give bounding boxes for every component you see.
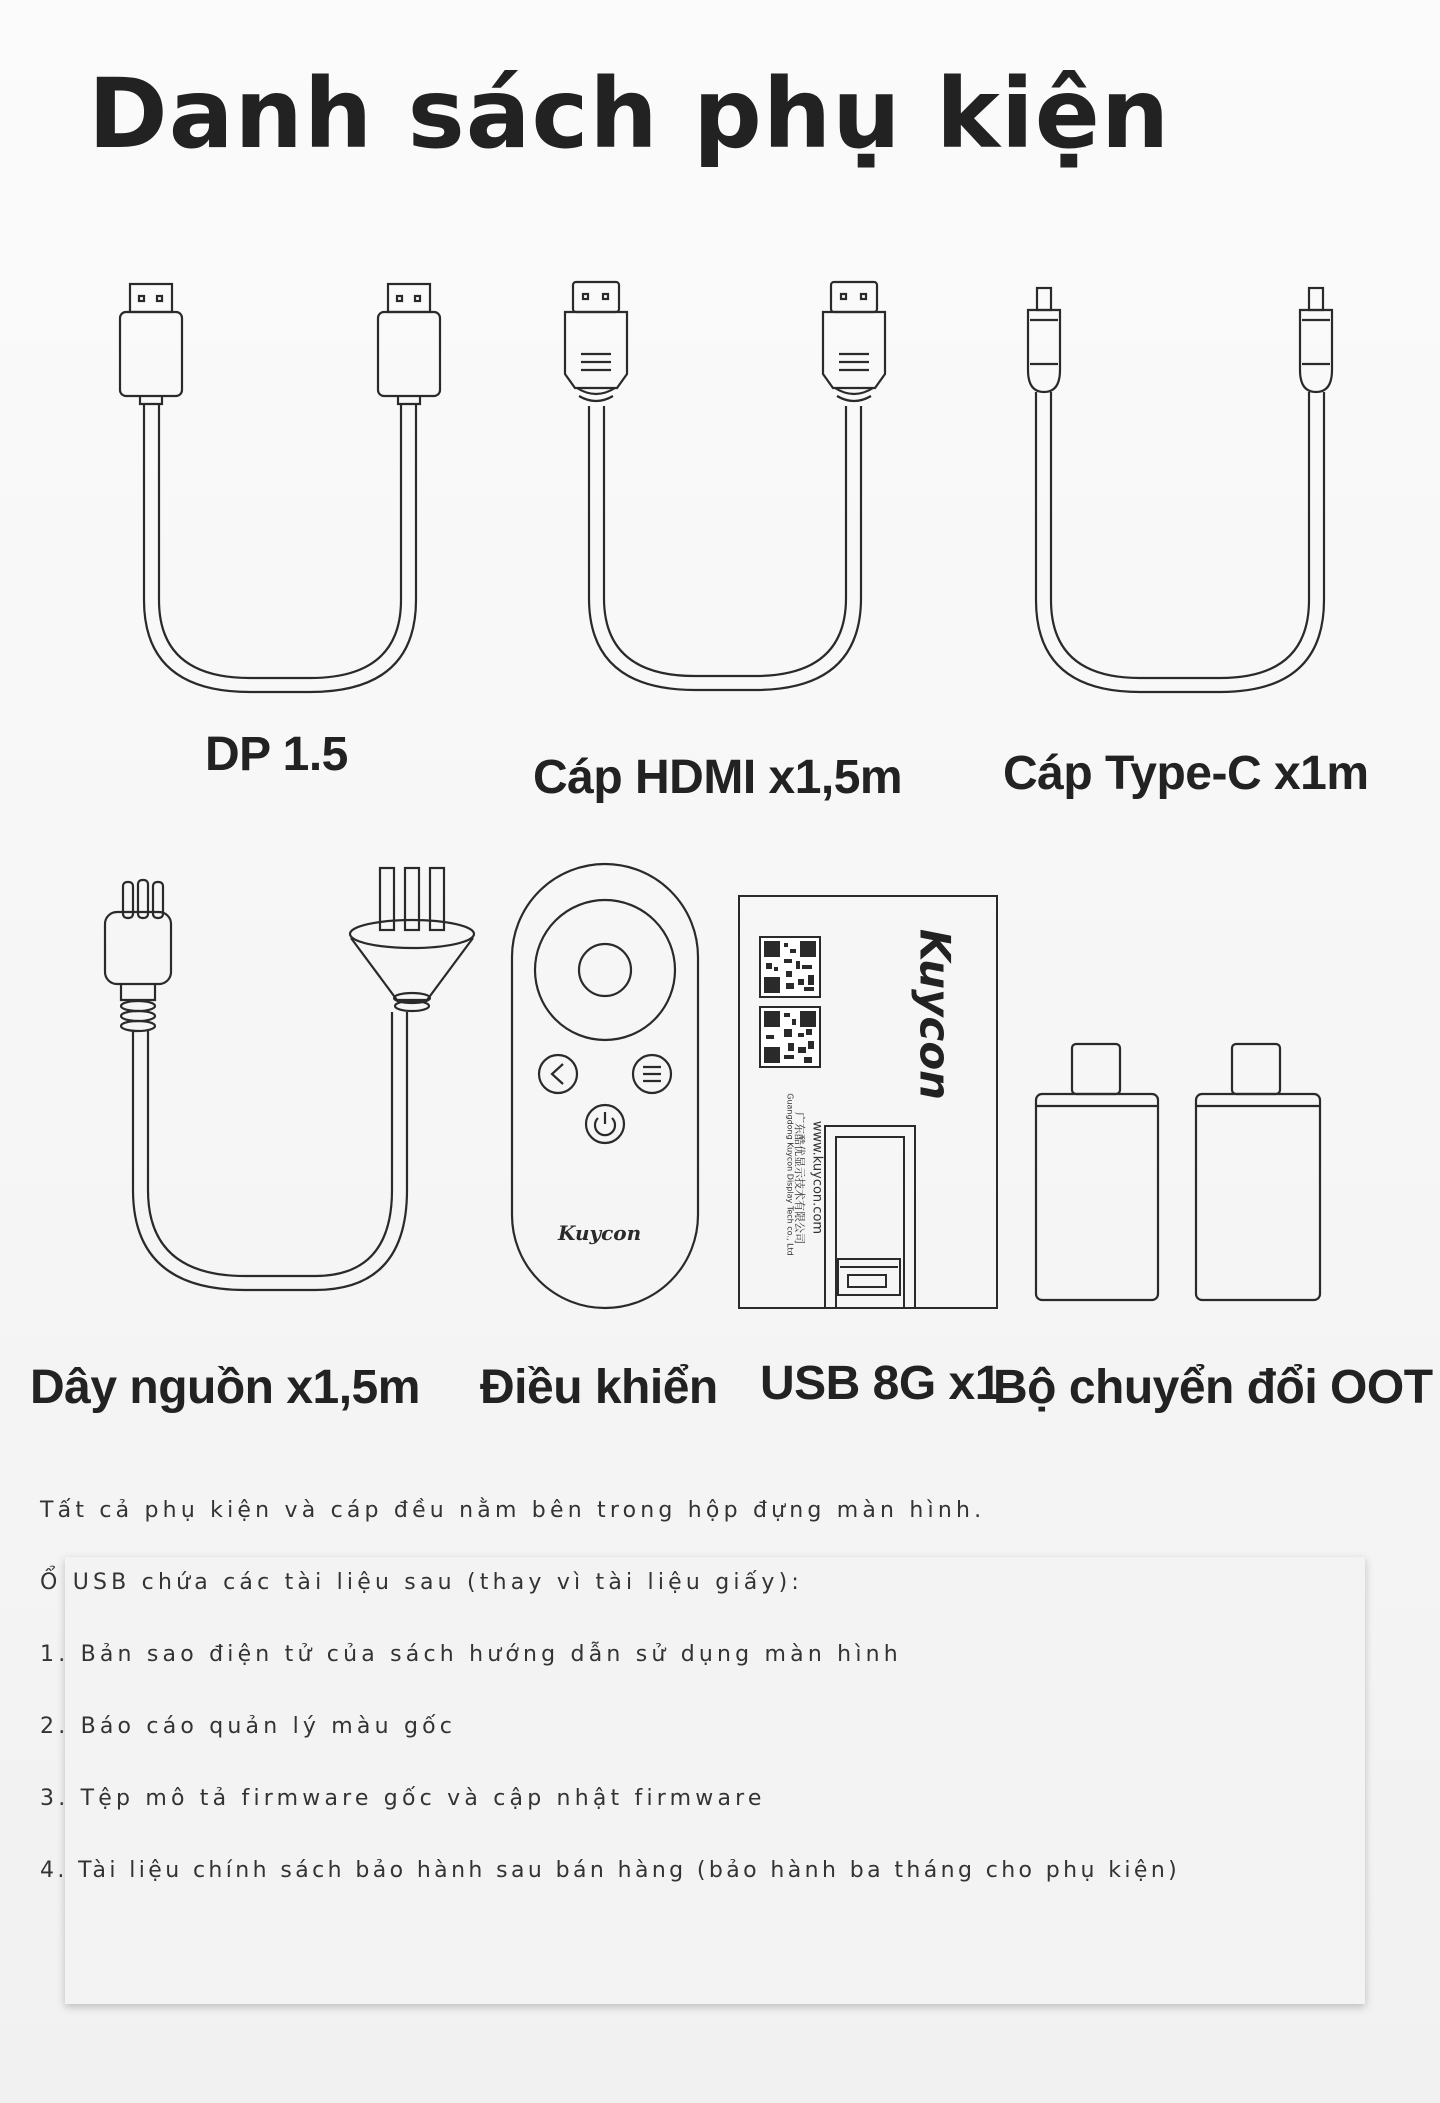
usb-card-company-en: Guangdong Kuycon Display Tech co., Ltd	[785, 1093, 795, 1256]
power-cord-icon	[95, 860, 485, 1300]
displayport-cable-icon	[110, 280, 460, 700]
note-line: 2. Báo cáo quản lý màu gốc	[40, 1714, 457, 1739]
usb-card-brand: Kuycon	[910, 928, 960, 1101]
item-label-power: Dây nguồn x1,5m	[30, 1361, 420, 1414]
note-line: 3. Tệp mô tả firmware gốc và cập nhật firmware	[40, 1786, 766, 1811]
notes-card	[65, 1557, 1365, 2004]
item-label-usb: USB 8G x1	[760, 1357, 1001, 1410]
item-label-typec: Cáp Type-C x1m	[1003, 747, 1369, 800]
item-label-dp: DP 1.5	[205, 728, 348, 781]
note-line: Ổ USB chứa các tài liệu sau (thay vì tài liệu giấy):	[40, 1570, 804, 1595]
usb-card-website: www.kuycon.com	[809, 1120, 825, 1235]
item-label-remote: Điều khiển	[480, 1361, 718, 1414]
item-label-hdmi: Cáp HDMI x1,5m	[533, 751, 903, 804]
otg-adapter-icon	[1034, 1040, 1324, 1302]
item-label-otg: Bộ chuyển đổi OOT	[993, 1361, 1433, 1414]
note-line: Tất cả phụ kiện và cáp đều nằm bên trong hộp đựng màn hình.	[40, 1498, 986, 1523]
note-line: 4. Tài liệu chính sách bảo hành sau bán hàng (bảo hành ba tháng cho phụ kiện)	[40, 1858, 1181, 1883]
usb-c-cable-icon	[1010, 280, 1360, 700]
hdmi-cable-icon	[555, 278, 905, 698]
note-line: 1. Bản sao điện tử của sách hướng dẫn sử dụng màn hình	[40, 1642, 902, 1667]
page-title: Danh sách phụ kiện	[88, 58, 1171, 170]
remote-brand-logo: Kuycon	[558, 1221, 642, 1245]
usb-card-company-cn: 广东酷优显示技术有限公司	[793, 1112, 806, 1244]
